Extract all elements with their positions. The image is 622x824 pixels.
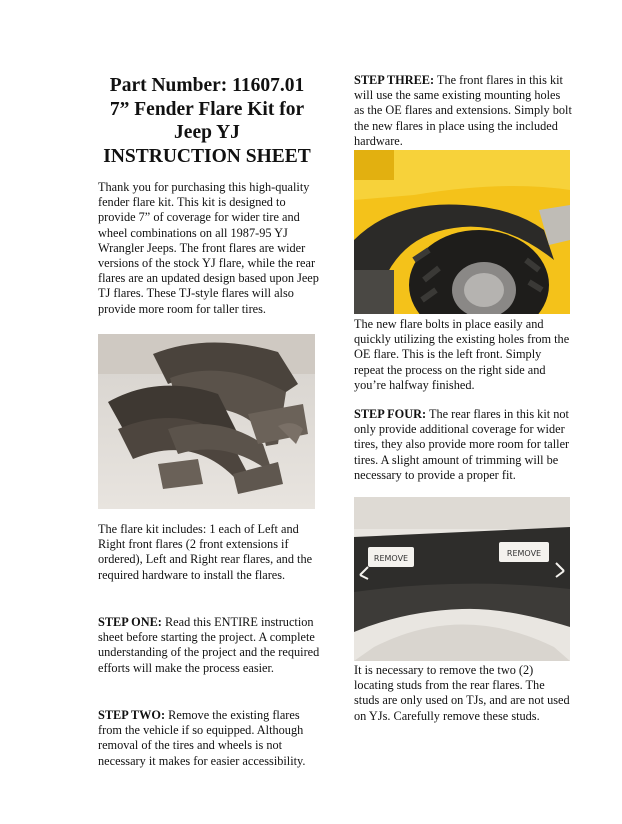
kit-includes-paragraph: The flare kit includes: 1 each of Left and Right front flares (2 front extensions if ordered), Left and Right rear flares, and the required hardware to install the flares. <box>98 522 313 582</box>
remove-right-label: REMOVE <box>506 549 542 558</box>
step-two-paragraph <box>98 708 320 769</box>
flare-kit-photo <box>98 334 315 509</box>
rear-flare-photo <box>354 497 570 661</box>
step-four-label: STEP FOUR: <box>354 407 427 421</box>
step-one-text: Read this ENTIRE instruction sheet before starting the project. A complete understanding of the project and the required efforts will make the process easier. <box>98 615 320 675</box>
page-title <box>98 74 316 168</box>
intro-paragraph: Thank you for purchasing this high-quality fender flare kit. This kit is designed to provide 7” of coverage for wider tire and wheel combinations on all 1987-95 YJ Wrangler Jeeps. The front flares are wider versions of the stock YJ flare, while the rear flares are an updated design based upon Jeep TJ flares. These TJ-style flares will also provide more room for taller tires. <box>98 180 319 316</box>
title-part-number: Part Number: 11607.01 <box>109 75 305 96</box>
step-three-text: The front flares in this kit will use the same existing mounting holes as the OE flares and extensions. Simply bolt the new flares in place using the included hardware. <box>354 73 572 148</box>
step-one-label: STEP ONE: <box>98 615 162 629</box>
step-three-paragraph <box>354 73 572 149</box>
title-vehicle: Jeep YJ <box>174 122 240 143</box>
front-caption-paragraph: The new flare bolts in place easily and quickly utilizing the existing holes from the OE flare. This is the left front. Simply repeat the process on the right side and you’re halfway finished. <box>354 317 570 392</box>
step-three-label: STEP THREE: <box>354 73 435 87</box>
step-four-text: The rear flares in this kit not only provide additional coverage for wider tires, they also provide more room for taller tires. A slight amount of trimming will be necessary to provide a proper fit. <box>354 407 570 482</box>
front-flare-photo <box>354 150 570 314</box>
remove-left-label: REMOVE <box>373 554 409 563</box>
title-product: 7” Fender Flare Kit for <box>109 98 305 120</box>
step-two-text: Remove the existing flares from the vehicle if so equipped. Although removal of the tires and wheels is not necessary it makes for easier accessibility. <box>98 708 306 768</box>
step-two-label: STEP TWO: <box>98 708 166 722</box>
step-four-paragraph <box>354 407 572 483</box>
title-instruction-sheet: INSTRUCTION SHEET <box>103 145 311 167</box>
rear-caption-paragraph: It is necessary to remove the two (2) locating studs from the rear flares. The studs are only used on TJs, and are not used on YJs. Carefully remove these studs. <box>354 663 570 723</box>
step-one-paragraph <box>98 615 320 676</box>
